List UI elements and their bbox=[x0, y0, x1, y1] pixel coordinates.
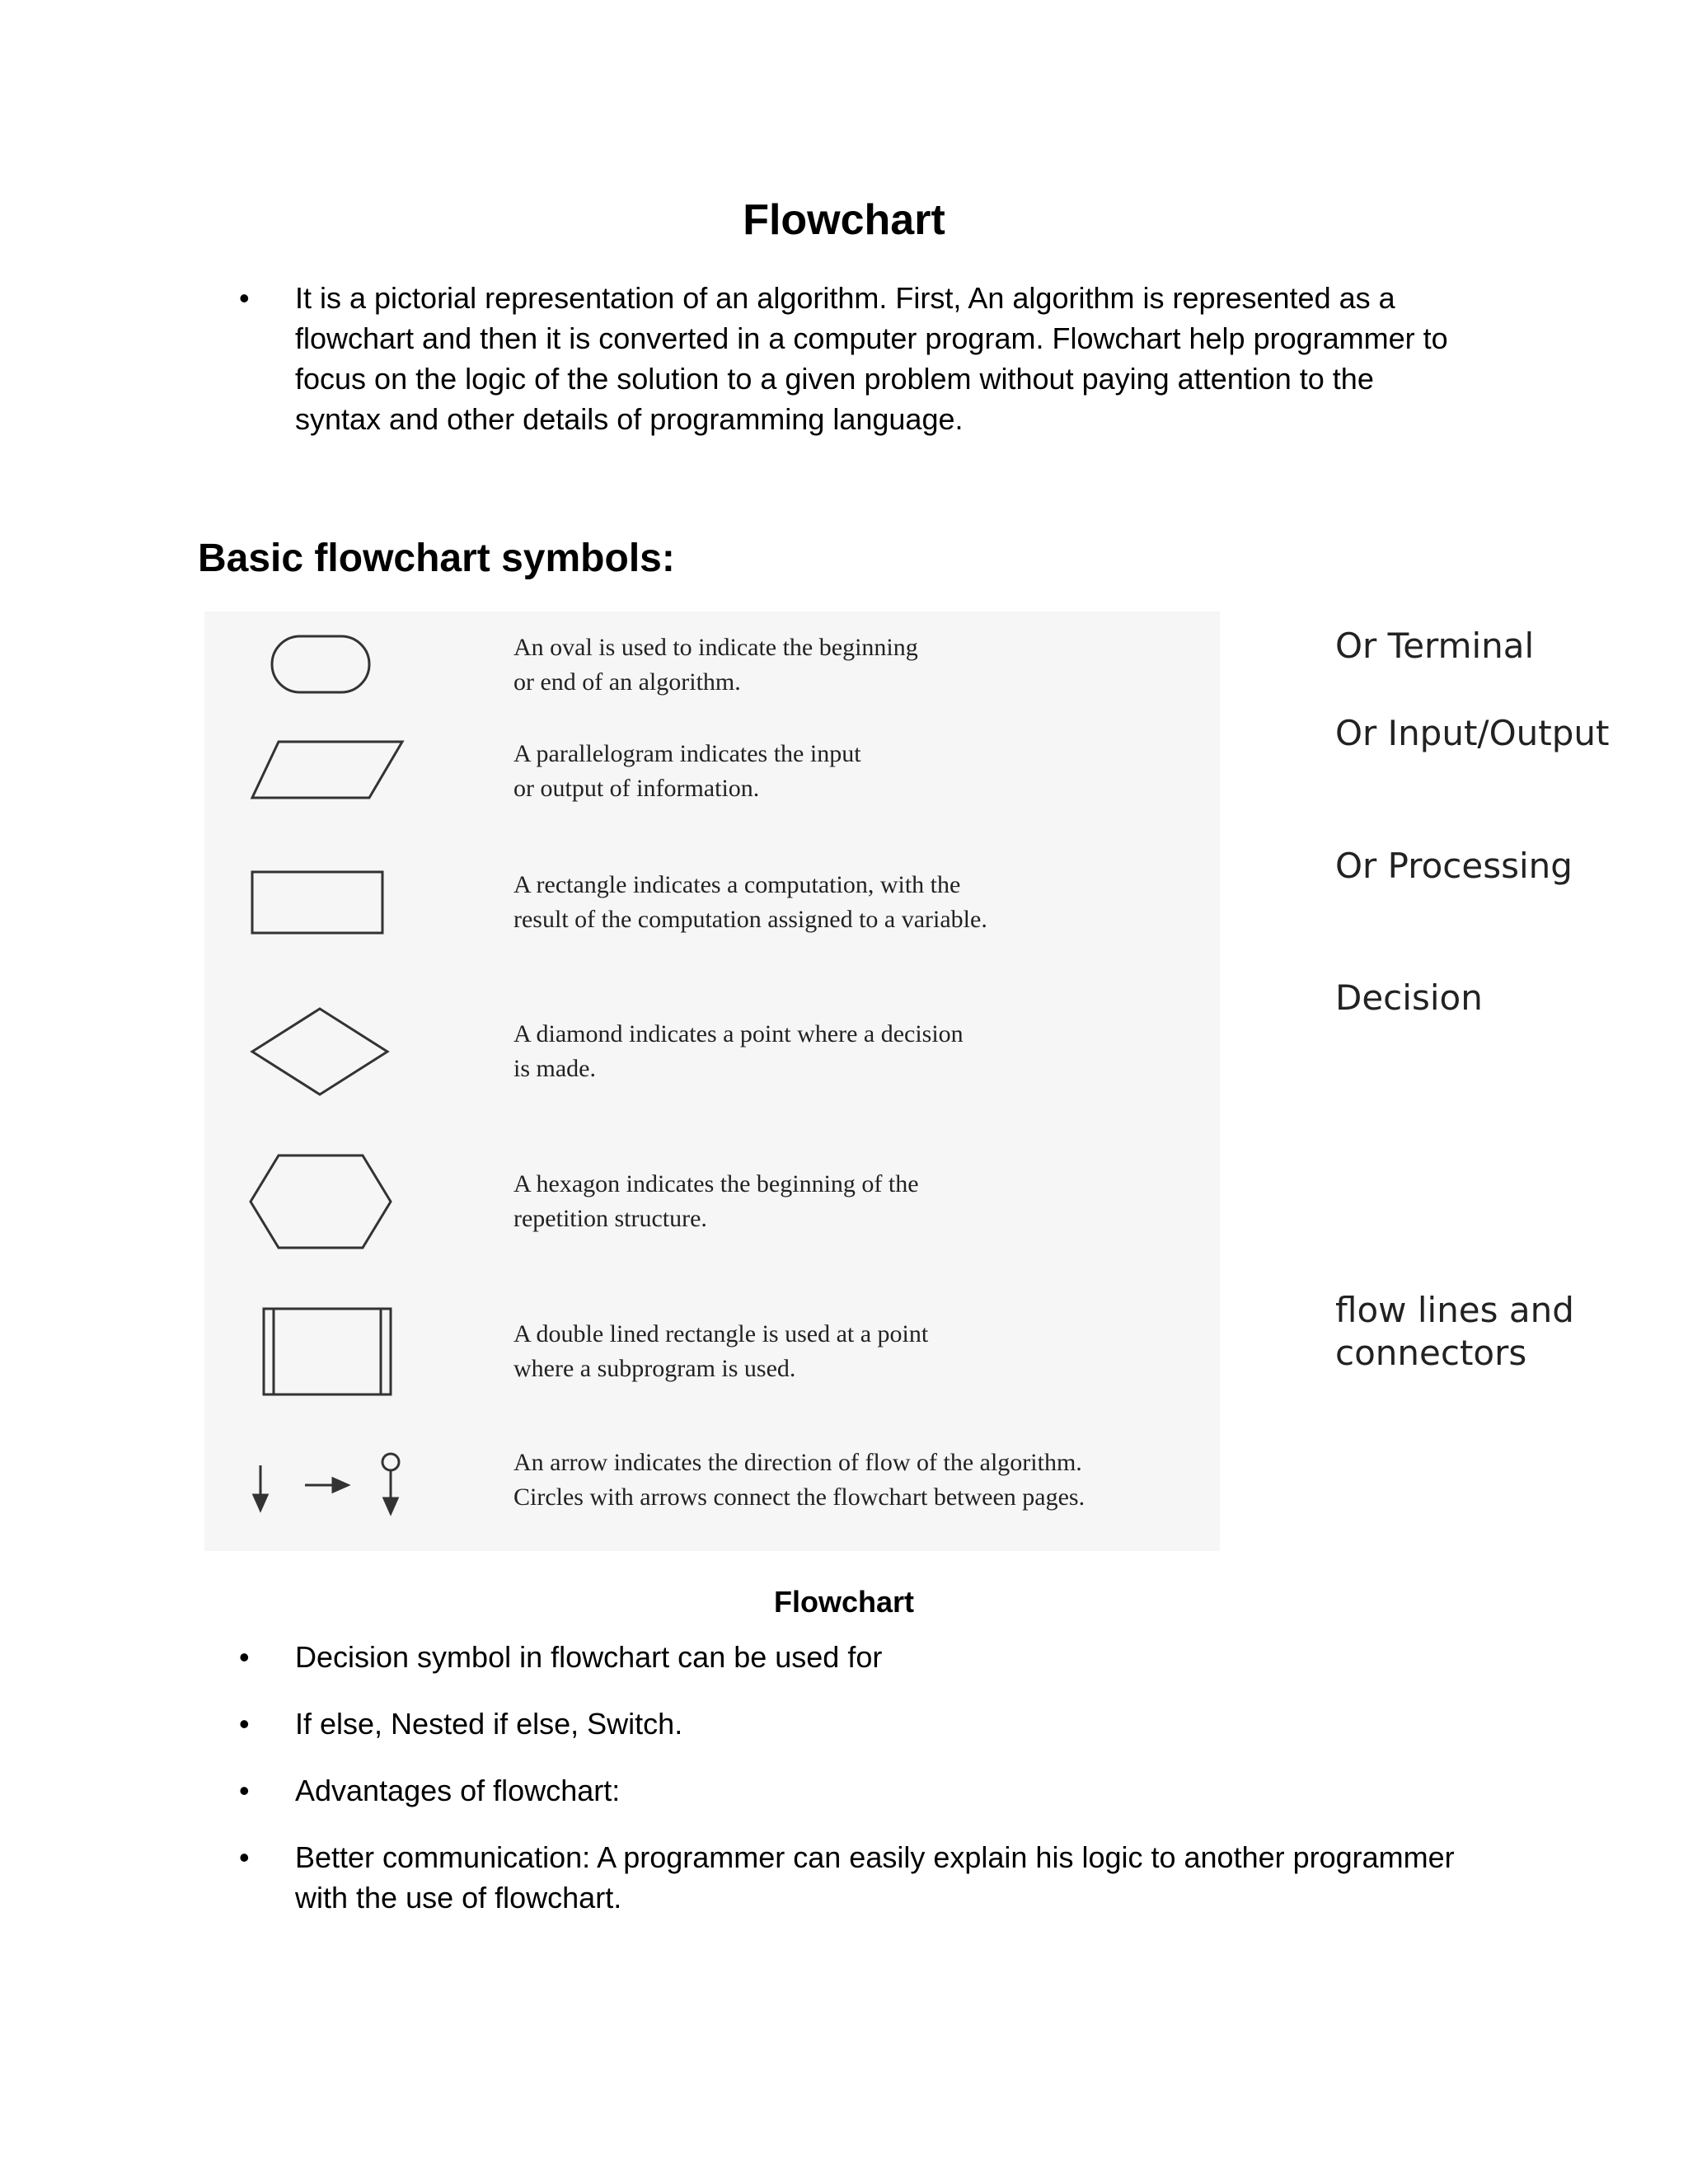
label-connectors: connectors bbox=[1335, 1333, 1527, 1373]
bullet-marker: • bbox=[239, 1640, 250, 1674]
bullet-text: Advantages of flowchart: bbox=[295, 1774, 621, 1807]
hexagon-symbol-icon bbox=[251, 1155, 391, 1248]
bullet-item bbox=[239, 1637, 1492, 1677]
hexagon-description bbox=[513, 1167, 919, 1236]
label-decision: Decision bbox=[1335, 977, 1483, 1018]
down-arrow-icon bbox=[254, 1465, 267, 1510]
double-rectangle-description bbox=[513, 1317, 928, 1386]
double-rectangle-desc-line-1: A double lined rectangle is used at a point bbox=[513, 1320, 929, 1347]
label-processing: Or Processing bbox=[1335, 846, 1573, 886]
oval-description bbox=[513, 630, 918, 700]
arrow-desc-line-1: An arrow indicates the direction of flow of the algorithm. bbox=[513, 1449, 1082, 1476]
oval-desc-line-2: or end of an algorithm. bbox=[513, 668, 741, 696]
parallelogram-desc-line-2: or output of information. bbox=[513, 775, 760, 802]
rectangle-symbol-icon bbox=[252, 872, 382, 933]
bullet-text-line-2: with the use of flowchart. bbox=[295, 1881, 622, 1915]
bullet-marker: • bbox=[239, 281, 250, 315]
oval-desc-line-1: An oval is used to indicate the beginning bbox=[513, 634, 918, 661]
flowchart-symbols-figure bbox=[204, 612, 1610, 1551]
parallelogram-description bbox=[513, 737, 861, 806]
diamond-symbol-icon bbox=[252, 1009, 387, 1094]
parallelogram-symbol-icon bbox=[252, 742, 402, 798]
diamond-desc-line-2: is made. bbox=[513, 1055, 596, 1082]
bullet-marker: • bbox=[239, 1840, 250, 1874]
hexagon-desc-line-1: A hexagon indicates the beginning of the bbox=[513, 1170, 919, 1197]
bullet-marker: • bbox=[239, 1707, 250, 1741]
bullet-text-line-1: Better communication: A programmer can easily explain his logic to another programmer bbox=[295, 1840, 1455, 1874]
arrow-desc-line-2: Circles with arrows connect the flowchart between pages. bbox=[513, 1483, 1085, 1511]
bullet-marker: • bbox=[239, 1774, 250, 1807]
figure-subtitle: Flowchart bbox=[773, 1585, 914, 1619]
arrow-description bbox=[513, 1446, 1085, 1515]
bullet-item bbox=[239, 1770, 1492, 1811]
parallelogram-desc-line-1: A parallelogram indicates the input bbox=[513, 740, 861, 767]
diamond-desc-line-1: A diamond indicates a point where a decision bbox=[513, 1020, 964, 1047]
intro-bullet bbox=[239, 278, 1492, 439]
hexagon-desc-line-2: repetition structure. bbox=[513, 1205, 707, 1232]
intro-line-1: It is a pictorial representation of an algorithm. First, An algorithm is represented as a bbox=[295, 281, 1395, 315]
oval-symbol-icon bbox=[272, 636, 369, 692]
bullet-text: Decision symbol in flowchart can be used for bbox=[295, 1640, 883, 1674]
bullet-item bbox=[239, 1704, 1492, 1744]
section-heading: Basic flowchart symbols: bbox=[198, 537, 675, 580]
label-terminal: Or Terminal bbox=[1335, 626, 1535, 666]
intro-line-2: flowchart and then it is converted in a computer program. Flowchart help programmer to bbox=[295, 321, 1448, 355]
connector-circle-icon bbox=[382, 1454, 399, 1513]
bullet-item bbox=[239, 1837, 1492, 1918]
label-input-output: Or Input/Output bbox=[1335, 713, 1610, 753]
diamond-description bbox=[513, 1017, 964, 1086]
rectangle-desc-line-1: A rectangle indicates a computation, with the bbox=[513, 871, 961, 898]
intro-line-3: focus on the logic of the solution to a given problem without paying attention to the bbox=[295, 362, 1374, 396]
double-lined-rectangle-symbol-icon bbox=[264, 1309, 391, 1394]
intro-line-4: syntax and other details of programming language. bbox=[295, 402, 964, 436]
right-arrow-icon bbox=[305, 1479, 348, 1492]
bullet-text: If else, Nested if else, Switch. bbox=[295, 1707, 683, 1741]
double-rectangle-desc-line-2: where a subprogram is used. bbox=[513, 1355, 796, 1382]
label-flow-lines: flow lines and bbox=[1335, 1290, 1574, 1330]
rectangle-description bbox=[513, 868, 987, 937]
rectangle-desc-line-2: result of the computation assigned to a variable. bbox=[513, 906, 987, 933]
page-title: Flowchart bbox=[743, 196, 945, 244]
